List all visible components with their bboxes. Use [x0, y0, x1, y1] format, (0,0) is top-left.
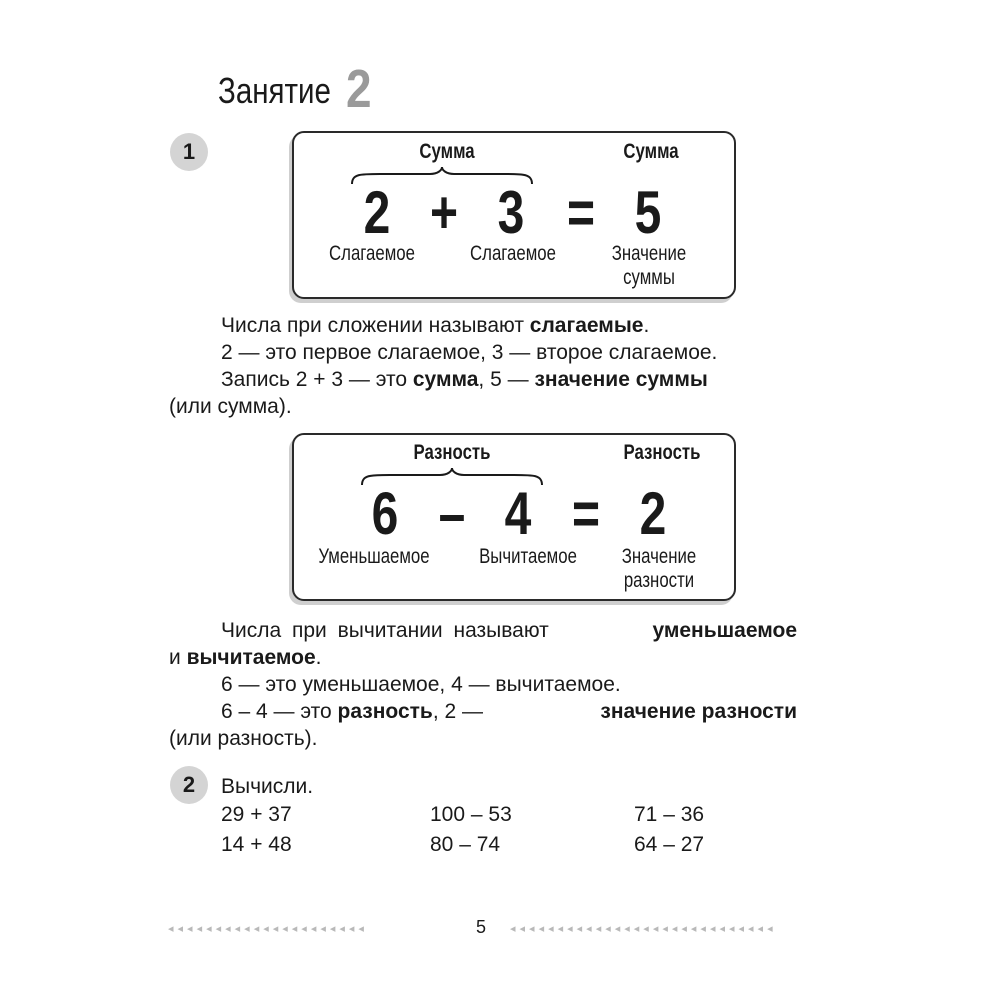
addition-equals-sign: =	[566, 179, 596, 246]
subtraction-operand-b-wrap	[501, 480, 534, 547]
subtraction-text-line1-a: Числа при вычитании называют	[221, 619, 549, 642]
addition-operand-b: 3	[497, 179, 525, 246]
subtraction-brace-label: Разность	[413, 441, 491, 464]
subtraction-operand-a: 6	[371, 480, 399, 547]
term-difference: разность	[337, 700, 433, 723]
lesson-title-word: Занятие	[218, 70, 331, 111]
subtraction-minus-sign: –	[438, 480, 466, 547]
addition-equals-wrap	[563, 179, 598, 246]
term-minuend: уменьшаемое	[652, 619, 797, 642]
addition-result-wrap	[631, 179, 664, 246]
addition-caption-a-wrap	[318, 242, 425, 266]
subtraction-caption-b-wrap	[467, 545, 589, 569]
addition-result-label-wrap	[616, 140, 685, 164]
addition-text-line1-c: .	[643, 314, 650, 337]
addition-text-line4: (или сумма).	[169, 395, 292, 418]
subtraction-text-line2-a: и	[169, 646, 187, 669]
footer-arrows-right: ◂◂◂◂◂◂◂◂◂◂◂◂◂◂◂◂◂◂◂◂◂◂◂◂◂◂◂◂	[510, 923, 777, 935]
addition-result-caption	[612, 242, 687, 290]
addition-text-line3-c: , 5 —	[478, 368, 535, 391]
subtraction-text-line4-c: , 2 —	[432, 700, 484, 723]
exercise-r1-c1: 29 + 37	[221, 803, 292, 826]
task-2-badge	[170, 766, 208, 804]
addition-text-line1	[221, 312, 649, 339]
addition-text-line1-a: Числа при сложении называют	[221, 314, 530, 337]
addition-result-label: Сумма	[623, 140, 679, 163]
lesson-title	[218, 59, 372, 119]
subtraction-result-caption-line2: разности	[623, 569, 695, 592]
addition-operand-b-wrap	[494, 179, 527, 246]
addition-caption-b: Слагаемое	[470, 242, 556, 265]
subtraction-result-caption-wrap	[612, 545, 705, 593]
lesson-number: 2	[346, 59, 372, 119]
term-sum-value: значение суммы	[534, 368, 708, 391]
subtraction-brace-label-wrap	[404, 441, 500, 465]
addition-operator-wrap	[426, 179, 461, 246]
addition-operand-a: 2	[363, 179, 391, 246]
addition-result-caption-line2: суммы	[623, 266, 675, 289]
term-addends: слагаемые	[529, 314, 644, 337]
subtraction-text-line4	[221, 698, 797, 725]
term-difference-value: значение разности	[600, 700, 797, 723]
subtraction-equals-sign: =	[571, 480, 601, 547]
subtraction-result-caption-line1: Значение	[621, 545, 697, 568]
exercise-r1-c2: 100 – 53	[430, 803, 512, 826]
addition-plus-sign: +	[429, 179, 459, 246]
subtraction-text-line4-left	[221, 698, 483, 725]
task-2-instruction: Вычисли.	[221, 775, 314, 798]
addition-caption-b-wrap	[459, 242, 566, 266]
addition-brace-label: Сумма	[419, 140, 475, 163]
subtraction-text-line4-a: 6 – 4 — это	[221, 700, 338, 723]
subtraction-operator-wrap	[435, 480, 468, 547]
exercise-r2-c3: 64 – 27	[634, 833, 705, 856]
subtraction-result-label: Разность	[623, 441, 701, 464]
term-sum: сумма	[412, 368, 479, 391]
addition-operand-a-wrap	[360, 179, 393, 246]
subtraction-equals-wrap	[568, 480, 603, 547]
exercise-r2-c1: 14 + 48	[221, 833, 292, 856]
subtraction-operand-a-wrap	[368, 480, 401, 547]
subtraction-result: 2	[639, 480, 667, 547]
subtraction-caption-b: Вычитаемое	[479, 545, 577, 568]
addition-result-caption-line1: Значение	[611, 242, 687, 265]
addition-text-line2: 2 — это первое слагаемое, 3 — второе слагаемое.	[221, 341, 718, 364]
task-1-badge	[170, 133, 208, 171]
addition-result: 5	[634, 179, 662, 246]
subtraction-operand-b: 4	[504, 480, 532, 547]
addition-result-caption-wrap	[602, 242, 695, 290]
exercise-r2-c2: 80 – 74	[430, 833, 501, 856]
task-1-number: 1	[182, 139, 196, 164]
term-subtrahend: вычитаемое	[186, 646, 316, 669]
subtraction-result-caption	[622, 545, 697, 593]
addition-text-line3	[221, 366, 708, 393]
subtraction-text-line5: (или разность).	[169, 727, 318, 750]
subtraction-text-line3: 6 — это уменьшаемое, 4 — вычитаемое.	[221, 673, 621, 696]
footer-arrows-left: ◂◂◂◂◂◂◂◂◂◂◂◂◂◂◂◂◂◂◂◂◂	[168, 923, 368, 935]
subtraction-text-line1	[221, 617, 797, 644]
addition-text-line3-a: Запись 2 + 3 — это	[221, 368, 413, 391]
task-2-number: 2	[182, 772, 196, 797]
subtraction-result-wrap	[636, 480, 669, 547]
exercise-r1-c3: 71 – 36	[634, 803, 705, 826]
subtraction-caption-a-wrap	[304, 545, 443, 569]
subtraction-caption-a: Уменьшаемое	[318, 545, 430, 568]
addition-brace-label-wrap	[412, 140, 481, 164]
addition-caption-a: Слагаемое	[329, 242, 415, 265]
subtraction-text-line2	[169, 644, 322, 671]
subtraction-text-line2-c: .	[315, 646, 322, 669]
subtraction-result-label-wrap	[614, 441, 710, 465]
page-number: 5	[476, 917, 487, 937]
